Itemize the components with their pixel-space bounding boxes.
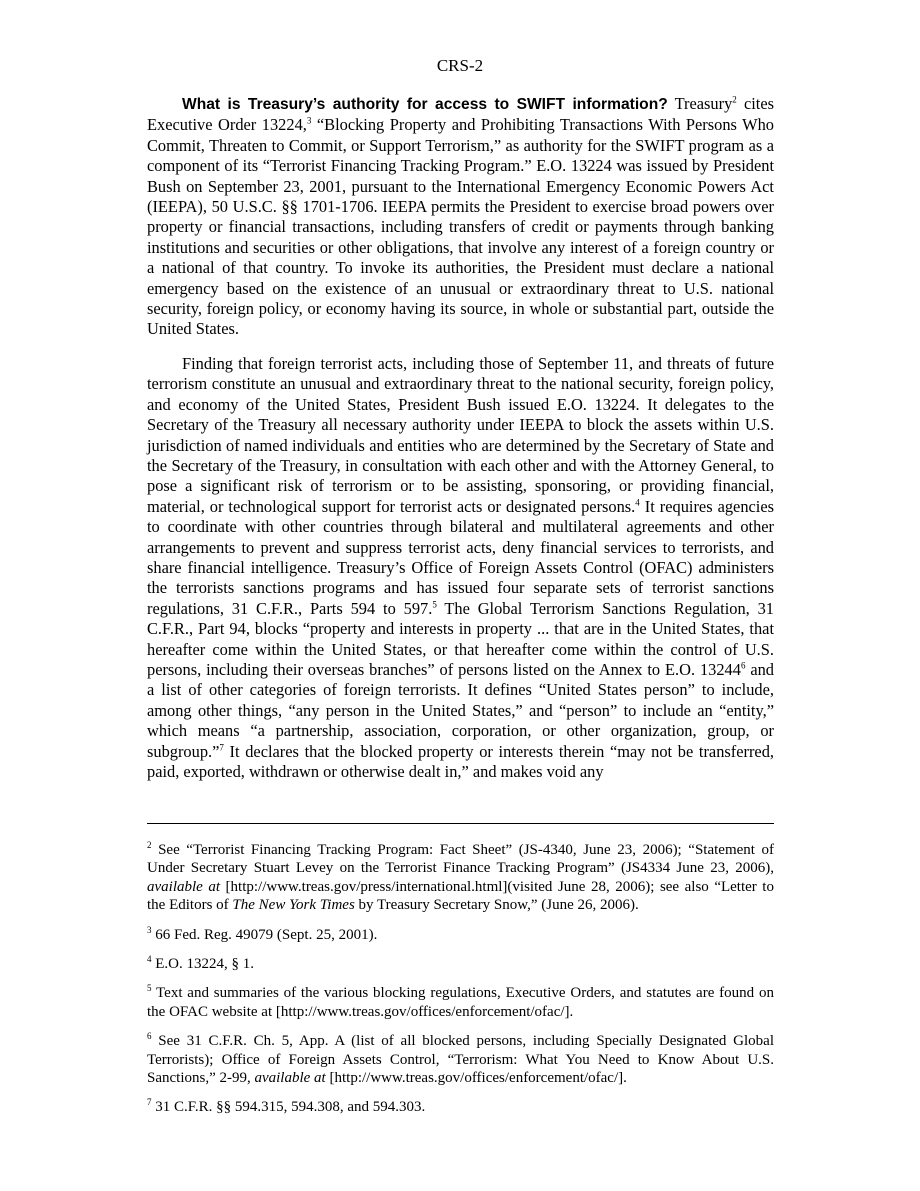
body-text <box>147 94 774 796</box>
footnote-6: $^6$ See 31 C.F.R. Ch. 5, App. A (list of all blocked persons, including Specially Designated Global Terrorists); Office of Foreign Assets Control, “Terrorism: What You Need to Know About U.S. Sanctions,” 2-99, available at [http://www.treas.gov/offices/enforcement/ofac/]. <box>147 1031 774 1087</box>
footnote-link[interactable]: Text and summaries of the various blocking regulations, Executive Orders, and statutes are found on the OFAC website at [http://www.treas.gov/offices/enforcement/ofac/]. <box>147 985 774 1020</box>
footnote-ref-2[interactable]: 2 <box>732 94 737 105</box>
footnote-link[interactable]: [http://www.treas.gov/offices/enforcement/ofac/]. <box>325 1070 627 1087</box>
footnote-7: $^7$ 31 C.F.R. §§ 594.315, 594.308, and 594.303. <box>147 1097 426 1116</box>
footnote-divider <box>147 823 774 824</box>
paragraph-eo-13224: Finding that foreign terrorist acts, including those of September 11, and threats of future terrorism constitute an unusual and extraordinary threat to the national security, foreign policy, and economy of the United States, President Bush issued E.O. 13224. It delegates to the Secretary of the Treasury all necessary authority under IEEPA to block the assets within U.S. jurisdiction of named individuals and entities who are determined by the Secretary of State and the Secretary of the Treasury, in consultation with each other and with the Attorney General, to pose a significant risk of terrorism or to be assisting, sponsoring, or providing financial, material, or technological support for terrorist acts or designated persons.$^4$ It requires agencies to coordinate with other countries through bilateral and multilateral agreements and other arrangements to prevent and suppress terrorist acts, deny financial services to terrorists, and share financial intelligence. Treasury’s Office of Foreign Assets Control (OFAC) administers the terrorists sanctions programs and has issued four separate sets of terrorist sanctions regulations, 31 C.F.R., Parts 594 to 597.$^5$ The Global Terrorism Sanctions Regulation, 31 C.F.R., Part 94, blocks “property and interests in property ... that are in the United States, that hereafter come within the United States, or that hereafter come within the control of U.S. persons, including their overseas branches” of persons listed on the Annex to E.O. 13244$^6$ and a list of other categories of foreign terrorists. It defines “United States person” to include, among other things, “any person in the United States,” and “person” to include an “entity,” which means “a partnership, association, corporation, or other organization, group, or subgroup.”$^7$ It declares that the blocked property or interests therein “may not be transferred, paid, exported, withdrawn or otherwise dealt in,” and makes void any <box>147 353 774 781</box>
footnote-5: $^5$ Text and summaries of the various blocking regulations, Executive Orders, and statutes are found on the OFAC website at [http://www.treas.gov/offices/enforcement/ofac/]. <box>147 983 774 1020</box>
footnote-ref-4[interactable]: 4 <box>635 497 640 508</box>
footnotes <box>147 841 774 1128</box>
question-heading: What is Treasury’s authority for access to SWIFT information? <box>182 96 668 113</box>
paragraph-treasury-authority: What is Treasury’s authority for access to SWIFT information? Treasury$^2$ cites Executive Order 13224,$^3$ “Blocking Property and Prohibiting Transactions With Persons Who Commit, Threaten to Commit, or Support Terrorism,” as authority for the SWIFT program as a component of its “Terrorist Financing Tracking Program.” E.O. 13224 was issued by President Bush on September 23, 2001, pursuant to the International Emergency Economic Powers Act (IEEPA), 50 U.S.C. §§ 1701-1706. IEEPA permits the President to exercise broad powers over property or financial transactions, including transfers of credit or payments through banking institutions and securities or other obligations, that involve any interest of a foreign country or a national of that country. To invoke its authorities, the President must declare a national emergency based on the existence of an unusual or extraordinary threat to U.S. national security, foreign policy, or economy having its source, in whole or substantial part, outside the United States. <box>147 94 774 339</box>
footnote-ref-7[interactable]: 7 <box>219 742 224 753</box>
footnote-ref-3[interactable]: 3 <box>306 115 312 126</box>
footnote-ref-5[interactable]: 5 <box>432 599 437 610</box>
footnote-2: $^2$ See “Terrorist Financing Tracking Program: Fact Sheet” (JS-4340, June 23, 2006); “Statement of Under Secretary Stuart Levey on the Terrorist Finance Tracking Program” (JS4334 June 23, 2006), available at [http://www.treas.gov/press/international.html](visited June 28, 2006); see also “Letter to the Editors of The New York Times by Treasury Secretary Snow,” (June 26, 2006). <box>147 840 774 914</box>
page-number-header: CRS-2 <box>436 56 484 75</box>
footnote-ref-6[interactable]: 6 <box>740 660 746 671</box>
footnote-3: $^3$ 66 Fed. Reg. 49079 (Sept. 25, 2001). <box>147 924 378 943</box>
footnote-link[interactable]: [http://www.treas.gov/press/international.html](visited June 28, 2006); see also “Letter to the Editors of <box>147 878 774 914</box>
footnote-4: $^4$ E.O. 13224, § 1. <box>147 954 254 973</box>
